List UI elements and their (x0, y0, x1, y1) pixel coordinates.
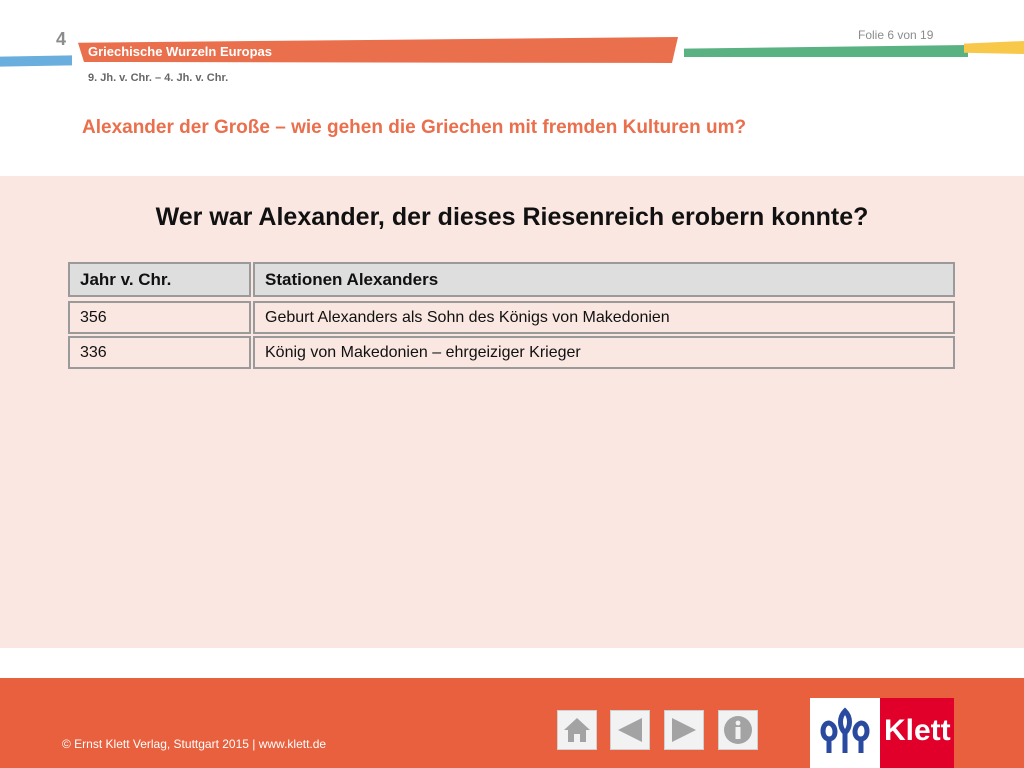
slide-counter: Folie 6 von 19 (858, 28, 934, 42)
home-icon (561, 714, 593, 746)
decorative-stripe-yellow (964, 41, 1024, 54)
decorative-stripe-blue (0, 55, 72, 66)
slide-content (0, 176, 1024, 648)
info-icon (722, 714, 754, 746)
copyright-text: © Ernst Klett Verlag, Stuttgart 2015 | www.klett.de (62, 737, 327, 751)
home-button[interactable] (557, 710, 597, 750)
klett-emblem-icon (810, 698, 880, 768)
table-cell-station: König von Makedonien – ehrgeiziger Krieger (253, 336, 955, 369)
previous-arrow-icon (614, 714, 646, 746)
next-arrow-icon (668, 714, 700, 746)
info-button[interactable] (718, 710, 758, 750)
table-cell-year: 336 (68, 336, 251, 369)
table-cell-year: 356 (68, 301, 251, 334)
klett-logo (810, 698, 954, 768)
next-button[interactable] (664, 710, 704, 750)
slide-header (0, 0, 1024, 176)
question-heading: Wer war Alexander, der dieses Riesenreich erobern konnte? (155, 203, 869, 231)
section-title: Griechische Wurzeln Europas (88, 44, 272, 59)
period-label: 9. Jh. v. Chr. – 4. Jh. v. Chr. (88, 72, 229, 84)
table-cell-station: Geburt Alexanders als Sohn des Königs von Makedonien (253, 301, 955, 334)
decorative-stripe-green (684, 45, 968, 57)
lesson-title: Alexander der Große – wie gehen die Griechen mit fremden Kulturen um? (82, 117, 747, 138)
chapter-number: 4 (56, 29, 67, 49)
slide-footer (0, 678, 1024, 768)
klett-logo-text: Klett (884, 714, 951, 747)
table-header-year: Jahr v. Chr. (68, 262, 251, 297)
previous-button[interactable] (610, 710, 650, 750)
table-header-stations: Stationen Alexanders (253, 262, 955, 297)
